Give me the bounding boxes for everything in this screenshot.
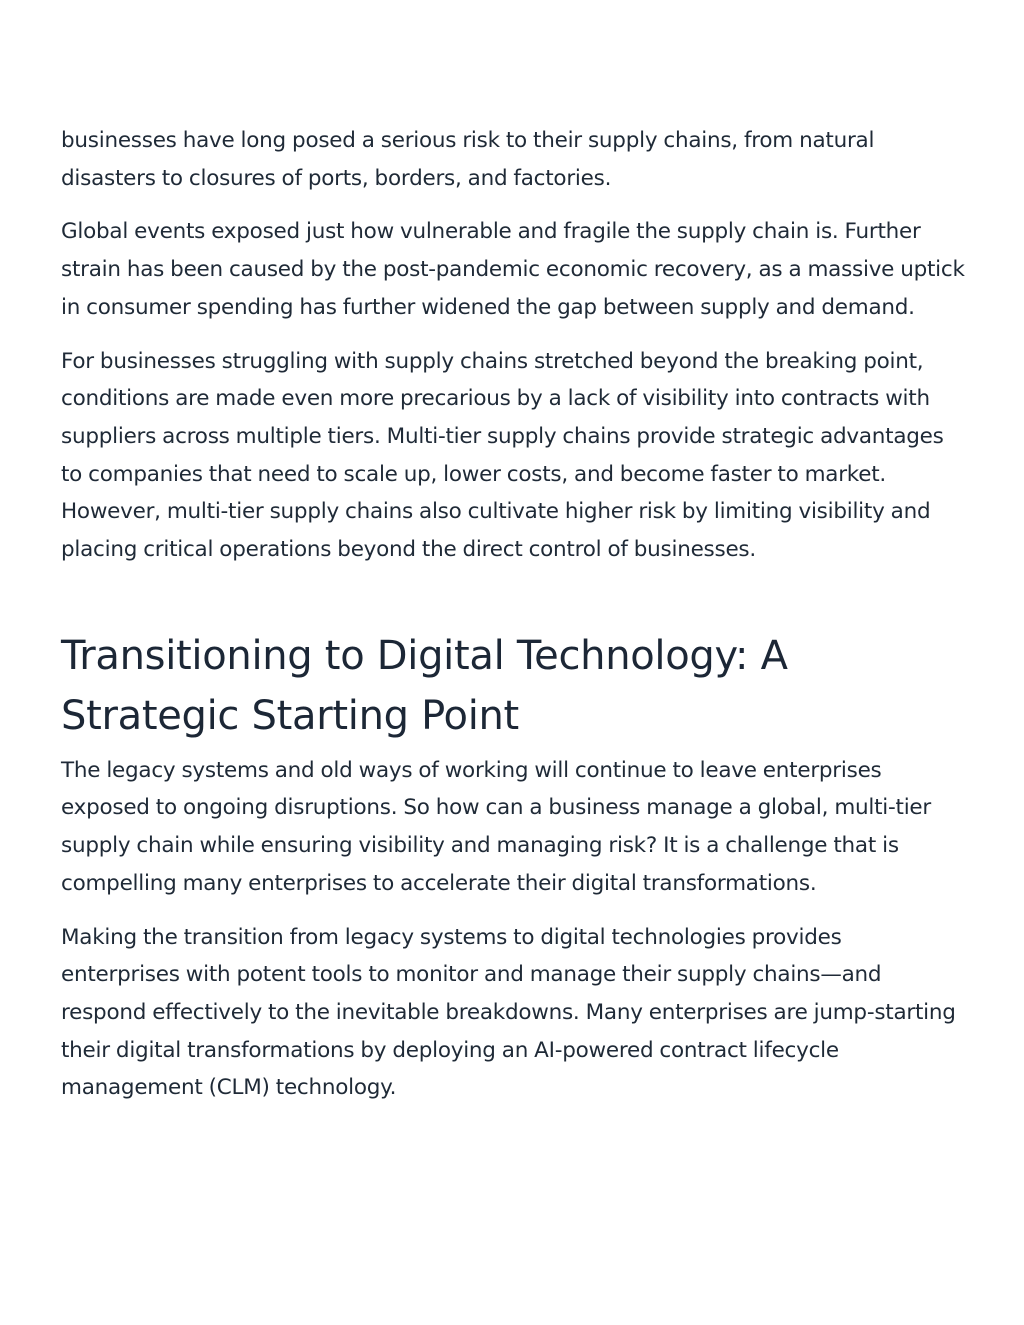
paragraph-supply-chain-risk: businesses have long posed a serious risk to their supply chains, from natural disasters to closures of ports, borders, and factories. [61, 128, 875, 191]
paragraph-multi-tier-visibility: For businesses struggling with supply chains stretched beyond the breaking point, conditions are made even more precarious by a lack of visibility into contracts with suppliers across multiple tiers. Multi-tier supply chains provide strategic advantages to companies that need to scale up, lower costs, and become faster to market. However, multi-tier supply chains also cultivate higher risk by limiting visibility and placing critical operations beyond the direct control of businesses. [61, 348, 944, 563]
section-heading: Transitioning to Digital Technology: A Strategic Starting Point [61, 632, 788, 739]
paragraph-legacy-systems: The legacy systems and old ways of working will continue to leave enterprises exposed to ongoing disruptions. So how can a business manage a global, multi-tier supply chain while ensuring visibility and managing risk? It is a challenge that is compelling many enterprises to accelerate their digital transformations. [61, 757, 931, 896]
document-body [61, 122, 966, 1123]
paragraph-digital-transition: Making the transition from legacy systems to digital technologies provides enterprises with potent tools to monitor and manage their supply chains—and respond effectively to the inevitable breakdowns. Many enterprises are jump-starting their digital transformations by deploying an AI-powered contract lifecycle management (CLM) technology. [61, 924, 956, 1101]
paragraph-global-events: Global events exposed just how vulnerable and fragile the supply chain is. Further strain has been caused by the post-pandemic economic recovery, as a massive uptick in consumer spending has further widened the gap between supply and demand. [61, 219, 965, 320]
